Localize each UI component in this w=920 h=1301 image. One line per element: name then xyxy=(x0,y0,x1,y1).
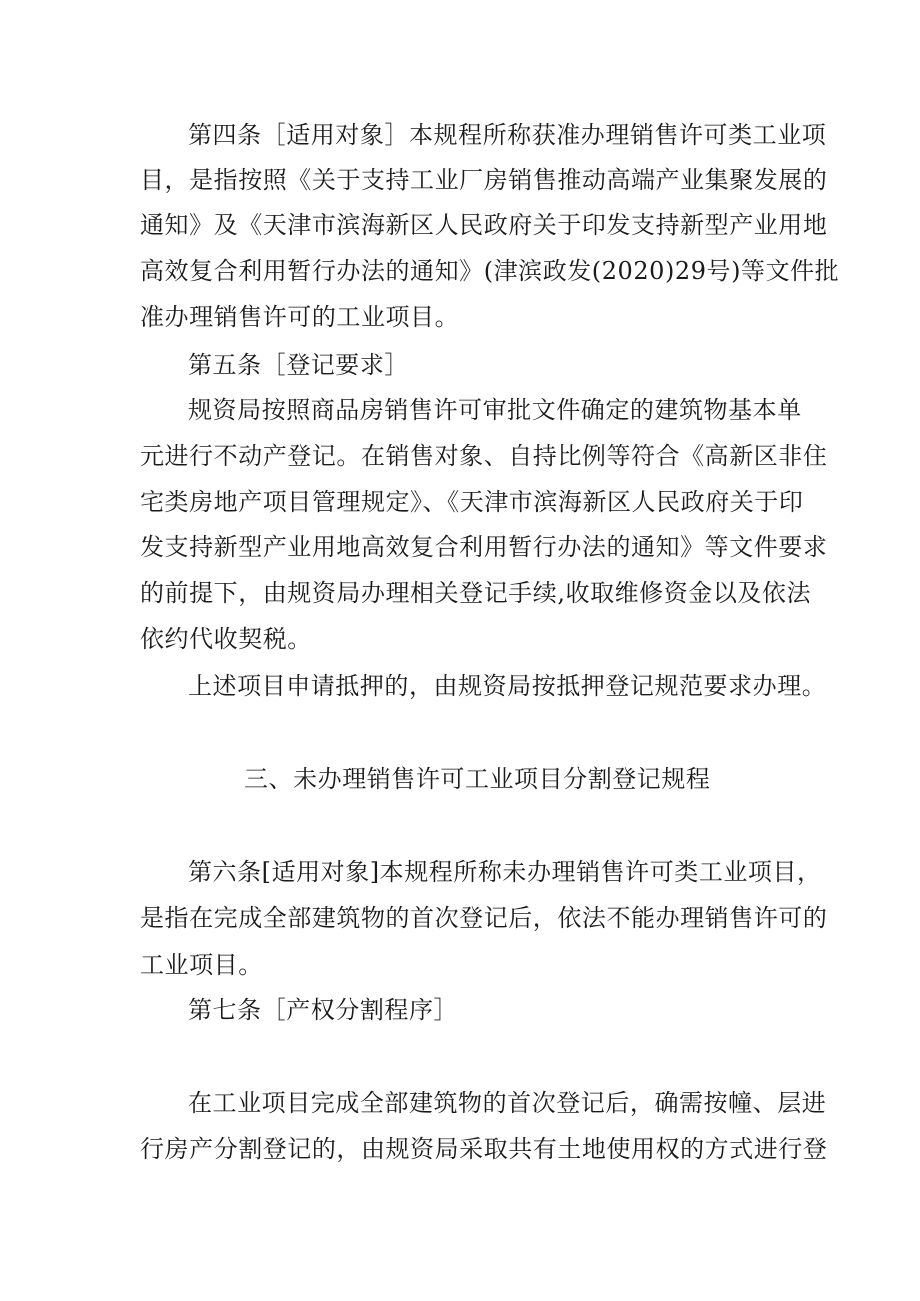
article-7-line-2: 行房产分割登记的，由规资局采取共有土地使用权的方式进行登 xyxy=(140,1135,828,1163)
article-6-line-1: 第六条[适用对象]本规程所称未办理销售许可类工业项目， xyxy=(188,858,822,886)
mortgage-paragraph: 上述项目申请抵押的，由规资局按抵押登记规范要求办理。 xyxy=(188,672,827,700)
article-7-line-1: 在工业项目完成全部建筑物的首次登记后，确需按幢、层进 xyxy=(188,1089,827,1117)
article-5-line-2: 元进行不动产登记。在销售对象、自持比例等符合《高新区非住 xyxy=(140,442,828,470)
article-5-line-1: 规资局按照商品房销售许可审批文件确定的建筑物基本单 xyxy=(188,396,802,424)
article-4-line-4: 高效复合利用暂行办法的通知》(津滨政发(2020)29号)等文件批 xyxy=(140,257,840,285)
article-6-line-3: 工业项目。 xyxy=(140,951,263,979)
article-4-line-2: 目，是指按照《关于支持工业厂房销售推动高端产业集聚发展的 xyxy=(140,166,828,194)
article-6-line-2: 是指在完成全部建筑物的首次登记后，依法不能办理销售许可的 xyxy=(140,904,828,932)
article-5-heading: 第五条［登记要求］ xyxy=(188,351,409,379)
article-4-line-5: 准办理销售许可的工业项目。 xyxy=(140,303,460,331)
article-5-line-4: 发支持新型产业用地高效复合利用暂行办法的通知》等文件要求 xyxy=(140,533,828,561)
article-5-line-5: 的前提下，由规资局办理相关登记手续,收取维修资金以及依法 xyxy=(140,579,812,607)
article-5-line-6: 依约代收契税。 xyxy=(140,625,312,653)
article-7-heading: 第七条［产权分割程序］ xyxy=(188,996,459,1024)
article-5-line-3: 宅类房地产项目管理规定》、《天津市滨海新区人民政府关于印 xyxy=(140,488,804,516)
article-4-line-1: 第四条［适用对象］本规程所称获准办理销售许可类工业项 xyxy=(188,121,827,149)
section-3-heading: 三、未办理销售许可工业项目分割登记规程 xyxy=(244,765,711,793)
article-4-line-3: 通知》及《天津市滨海新区人民政府关于印发支持新型产业用地 xyxy=(140,211,828,239)
